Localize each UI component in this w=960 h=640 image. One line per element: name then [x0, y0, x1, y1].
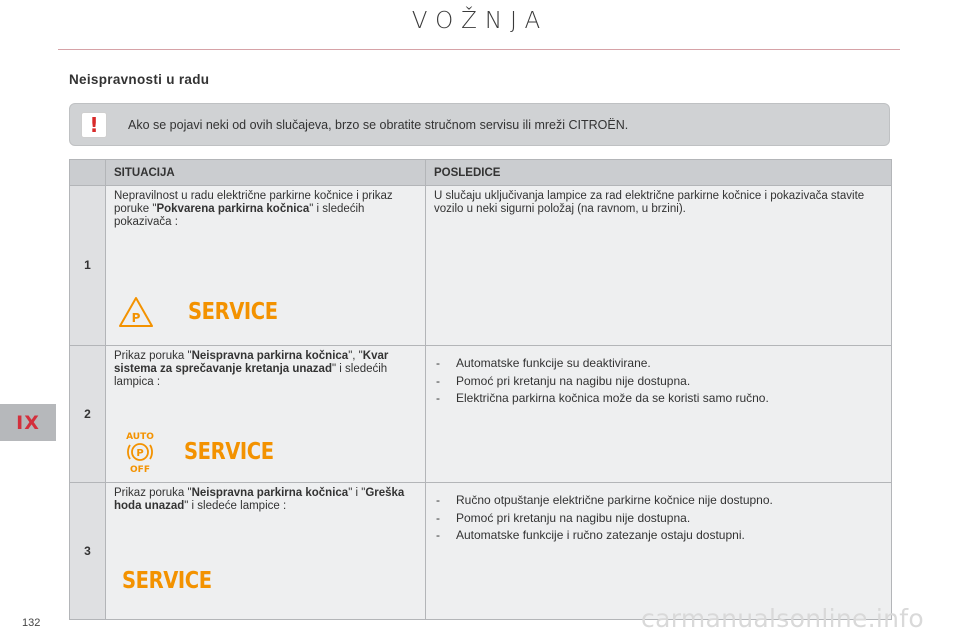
page-title: VOŽNJA: [411, 8, 549, 34]
row-number: 3: [70, 483, 106, 620]
warning-lamps: [106, 568, 425, 594]
header-number-cell: [70, 160, 106, 186]
svg-text:AUTO: AUTO: [126, 432, 154, 442]
malfunction-table: [69, 159, 892, 620]
list-item: - Pomoć pri kretanju na nagibu nije dostupna.: [434, 511, 883, 525]
warning-lamps: [106, 296, 425, 328]
consequence-cell: [426, 186, 892, 346]
situation-text: Prikaz poruka "Neispravna parkirna kočnica", "Kvar sistema za sprečavanje kretanja unazad" i sledećih lampica :: [114, 350, 389, 388]
row-number: 1: [70, 186, 106, 346]
table-row: [70, 186, 892, 346]
service-icon: SERVICE: [188, 298, 278, 325]
consequence-list: [434, 356, 883, 405]
situation-text: Prikaz poruka "Neispravna parkirna kočnica" i "Greška hoda unazad" i sledeće lampice :: [114, 487, 405, 512]
warning-text: Ako se pojavi neki od ovih slučajeva, brzo se obratite stručnom servisu ili mreži CITROËN.: [128, 117, 629, 132]
consequence-cell: [426, 483, 892, 620]
svg-text:P: P: [136, 448, 144, 459]
svg-text:P: P: [131, 311, 141, 325]
table-row: [70, 346, 892, 483]
chapter-tab: [0, 404, 56, 441]
parking-brake-warning-icon: [118, 296, 154, 328]
warning-notice: [69, 103, 890, 146]
page-number: 132: [22, 617, 41, 629]
table-row: [70, 483, 892, 620]
section-title: Neispravnosti u radu: [69, 72, 210, 87]
header-divider: [58, 49, 900, 50]
situation-cell: [106, 186, 426, 346]
consequence-text: U slučaju uključivanja lampice za rad električne parkirne kočnice i pokazivača stavite vozilo u neki sigurni položaj (na ravnom, u brzini).: [434, 190, 865, 215]
situation-cell: [106, 483, 426, 620]
consequence-list: [434, 493, 883, 542]
list-item: - Automatske funkcije su deaktivirane.: [434, 356, 883, 370]
list-item: - Automatske funkcije i ručno zatezanje ostaju dostupni.: [434, 528, 883, 542]
situation-cell: [106, 346, 426, 483]
chapter-tab-label: IX: [16, 411, 40, 434]
svg-text:OFF: OFF: [130, 465, 150, 474]
warning-lamps: [106, 430, 425, 474]
list-item: - Električna parkirna kočnica može da se koristi samo ručno.: [434, 391, 883, 405]
consequence-cell: [426, 346, 892, 483]
service-icon: SERVICE: [122, 568, 212, 594]
situation-text: Nepravilnost u radu električne parkirne kočnice i prikaz poruke "Pokvarena parkirna kočnica" i sledećih pokazivača :: [114, 190, 393, 228]
list-item: - Pomoć pri kretanju na nagibu nije dostupna.: [434, 374, 883, 388]
table-header-row: [70, 160, 892, 186]
service-icon: SERVICE: [184, 438, 274, 465]
exclamation-warning-icon: !: [81, 112, 107, 138]
list-item: - Ručno otpuštanje električne parkirne kočnice nije dostupno.: [434, 493, 883, 507]
watermark: carmanualsonline.info: [641, 604, 924, 633]
row-number: 2: [70, 346, 106, 483]
auto-parking-off-icon: [120, 430, 160, 474]
header-situation: SITUACIJA: [106, 160, 426, 186]
header-consequences: POSLEDICE: [426, 160, 892, 186]
